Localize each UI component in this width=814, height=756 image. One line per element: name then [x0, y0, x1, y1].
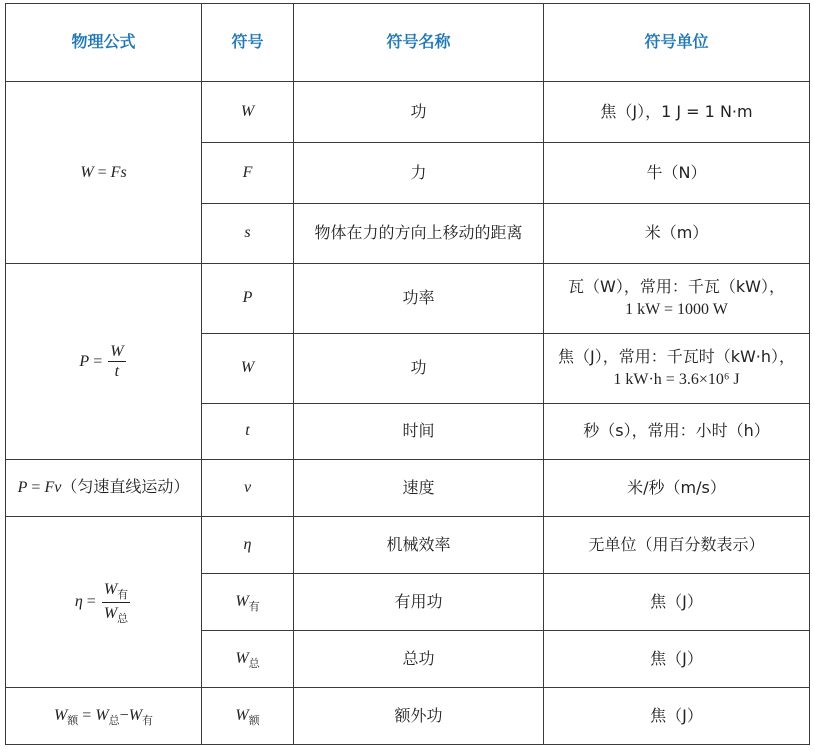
unit-cell: 秒（s），常用：小时（h） — [544, 404, 810, 460]
name-cell: 力 — [294, 143, 544, 204]
header-row — [6, 4, 810, 82]
symbol-cell: P — [202, 264, 294, 334]
table-row — [6, 688, 810, 745]
name-cell: 功率 — [294, 264, 544, 334]
name-cell: 时间 — [294, 404, 544, 460]
symbol-cell: η — [202, 517, 294, 574]
symbol-cell: t — [202, 404, 294, 460]
header-symbol-name: 符号名称 — [294, 4, 544, 82]
fraction: $\frac{W_有}{W_总}$ — [103, 581, 129, 625]
unit-cell: 焦（J），常用：千瓦时（kW·h）， 1 kW·h = 3.6×10⁶ J — [544, 334, 810, 404]
symbol-cell: s — [202, 204, 294, 264]
table-row — [6, 460, 810, 517]
symbol-cell: F — [202, 143, 294, 204]
formula-work: W = Fs — [6, 82, 202, 264]
unit-cell: 牛（N） — [544, 143, 810, 204]
formula-power: P = $\frac{W}{t}$ — [6, 264, 202, 460]
unit-cell: 焦（J） — [544, 574, 810, 631]
name-cell: 额外功 — [294, 688, 544, 745]
symbol-cell: $W_总$ — [202, 631, 294, 688]
symbol-cell: v — [202, 460, 294, 517]
formula-efficiency: η = $\frac{W_有}{W_总}$ — [6, 517, 202, 688]
name-cell: 物体在力的方向上移动的距离 — [294, 204, 544, 264]
unit-cell: 焦（J） — [544, 631, 810, 688]
table-row — [6, 517, 810, 574]
table-row — [6, 82, 810, 143]
formula-velocity: P = Fv（匀速直线运动） — [6, 460, 202, 517]
name-cell: 总功 — [294, 631, 544, 688]
unit-cell: 焦（J），1 J = 1 N·m — [544, 82, 810, 143]
formula-extra-work: $W_额 = W_总-W_有$ — [6, 688, 202, 745]
name-cell: 速度 — [294, 460, 544, 517]
name-cell: 功 — [294, 334, 544, 404]
fraction: $\frac{W}{t}$ — [110, 342, 124, 380]
header-formula: 物理公式 — [6, 4, 202, 82]
header-symbol-unit: 符号单位 — [544, 4, 810, 82]
name-cell: 有用功 — [294, 574, 544, 631]
unit-cell: 瓦（W），常用：千瓦（kW）， 1 kW = 1000 W — [544, 264, 810, 334]
unit-cell: 米/秒（m/s） — [544, 460, 810, 517]
symbol-cell: W — [202, 82, 294, 143]
header-symbol: 符号 — [202, 4, 294, 82]
unit-cell: 焦（J） — [544, 688, 810, 745]
symbol-cell: $W_额$ — [202, 688, 294, 745]
table-row — [6, 264, 810, 334]
name-cell: 机械效率 — [294, 517, 544, 574]
unit-cell: 米（m） — [544, 204, 810, 264]
physics-formula-table — [5, 3, 810, 745]
symbol-cell: W — [202, 334, 294, 404]
unit-cell: 无单位（用百分数表示） — [544, 517, 810, 574]
name-cell: 功 — [294, 82, 544, 143]
symbol-cell: $W_有$ — [202, 574, 294, 631]
